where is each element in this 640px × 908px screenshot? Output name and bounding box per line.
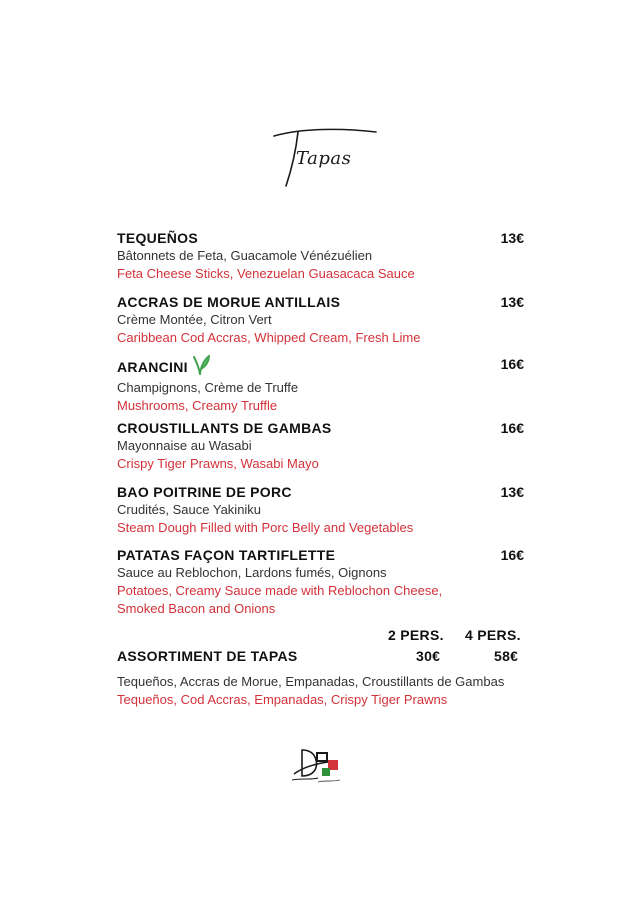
item-description-fr: Crudités, Sauce Yakiniku [117,502,262,517]
item-name: ARANCINI [117,359,188,375]
title-text: Tapas [296,148,352,169]
item-name: CROUSTILLANTS DE GAMBAS [117,420,332,436]
item-description-fr: Mayonnaise au Wasabi [117,438,252,453]
item-description-en: Smoked Bacon and Onions [117,601,276,616]
assortment-description [117,673,537,709]
page-title [272,126,382,192]
item-description-en: Mushrooms, Creamy Truffle [117,398,278,413]
item-description-fr: Crème Montée, Citron Vert [117,312,272,327]
item-name: BAO POITRINE DE PORC [117,484,292,500]
header-2-persons: 2 PERS. [388,627,444,643]
item-name-row [117,355,524,379]
menu-item [117,229,524,283]
header-4-persons: 4 PERS. [465,627,521,643]
item-price: 16€ [500,356,524,372]
item-name: TEQUEÑOS [117,230,198,246]
item-description-en: Potatoes, Creamy Sauce made with Reblochon Cheese, [117,583,443,598]
assortment-description-fr: Tequeños, Accras de Morue, Empanadas, Croustillants de Gambas [117,674,505,689]
item-price: 16€ [500,420,524,436]
assortment-price-2: 30€ [416,648,441,664]
assortment-description-en: Tequeños, Cod Accras, Empanadas, Crispy Tiger Prawns [117,692,448,707]
menu-item [117,483,524,537]
item-description-fr: Sauce au Reblochon, Lardons fumés, Oignons [117,565,387,580]
menu-item [117,419,524,473]
menu-item [117,546,524,618]
item-price: 13€ [500,230,524,246]
item-description-fr: Bâtonnets de Feta, Guacamole Vénézuélien [117,248,373,263]
vegetarian-leaf-icon [192,355,210,379]
assortment-price-4: 58€ [494,648,519,664]
assortment-name: ASSORTIMENT DE TAPAS [117,648,298,664]
restaurant-logo-icon [288,744,352,788]
item-price: 13€ [500,484,524,500]
item-description-en: Crispy Tiger Prawns, Wasabi Mayo [117,456,319,471]
menu-item [117,355,524,415]
item-description-en: Caribbean Cod Accras, Whipped Cream, Fresh Lime [117,330,421,345]
item-price: 16€ [500,547,524,563]
item-description-en: Steam Dough Filled with Porc Belly and Vegetables [117,520,414,535]
item-name: ACCRAS DE MORUE ANTILLAIS [117,294,341,310]
item-price: 13€ [500,294,524,310]
item-description-fr: Champignons, Crème de Truffe [117,380,299,395]
item-description-en: Feta Cheese Sticks, Venezuelan Guasacaca Sauce [117,266,415,281]
menu-item [117,293,524,347]
item-name: PATATAS FAÇON TARTIFLETTE [117,547,336,563]
